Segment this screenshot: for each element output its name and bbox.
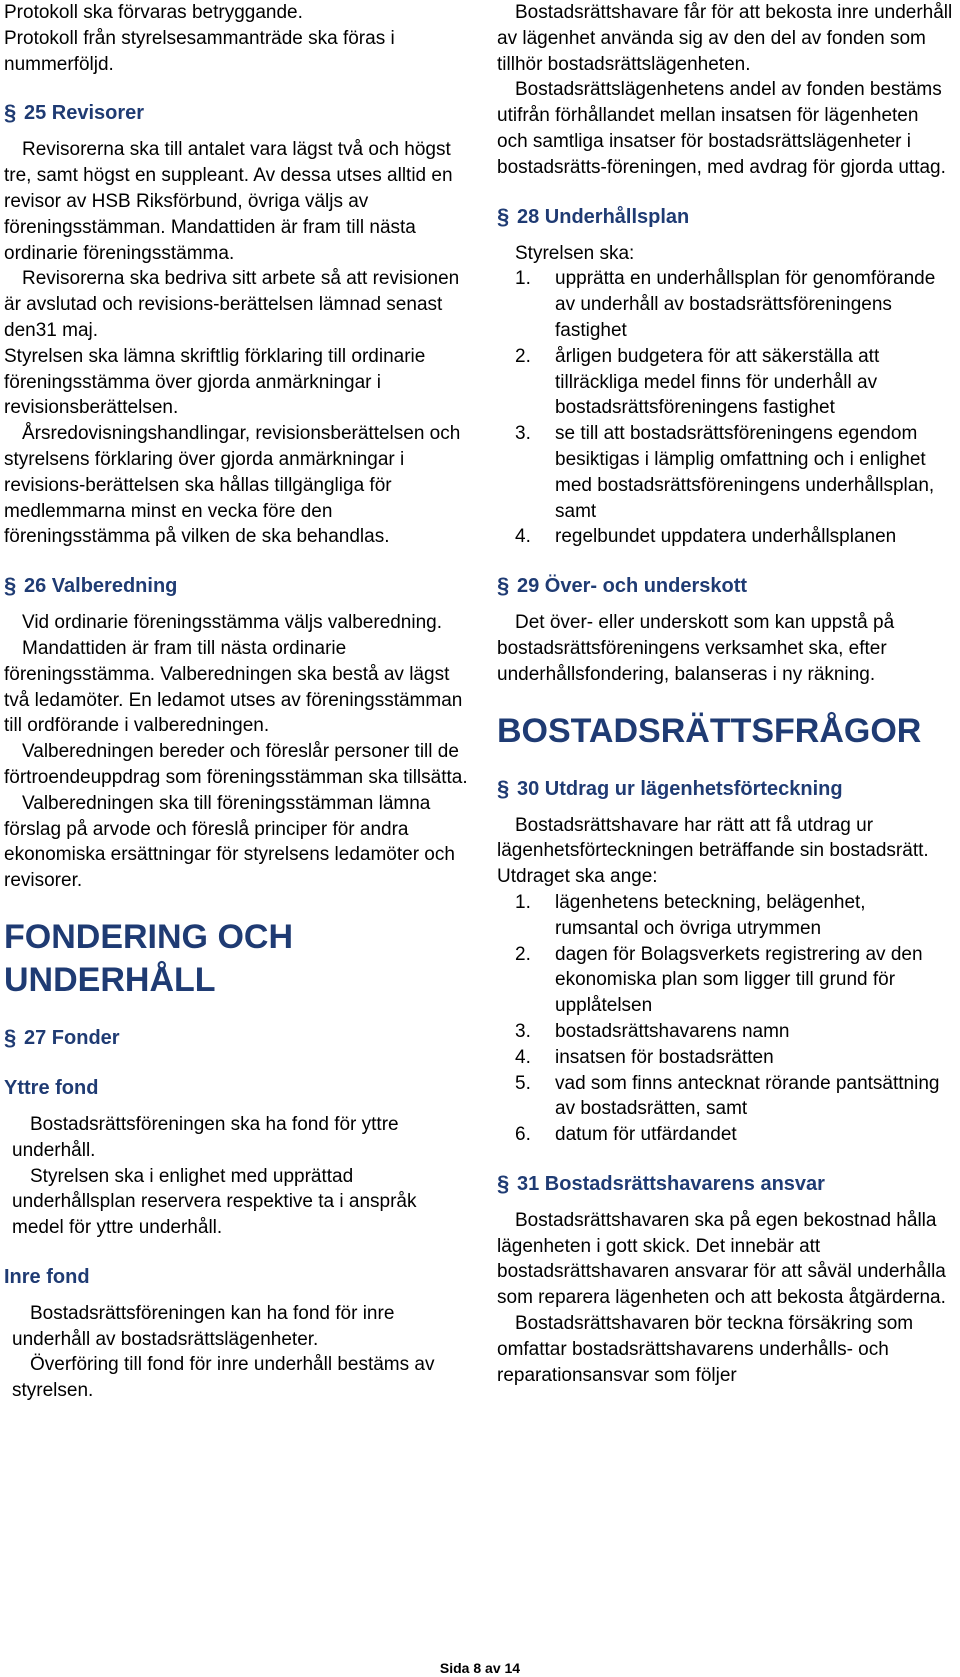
- section-title: 28 Underhållsplan: [517, 205, 690, 228]
- section-mark-icon: §: [497, 1170, 510, 1196]
- chapter-heading: FONDERING OCH UNDERHÅLL: [4, 917, 293, 999]
- paragraph: Protokoll från styrelsesammanträde ska föras i nummerföljd.: [4, 27, 395, 75]
- list-text: vad som finns antecknat rörande pantsättning av bostadsrätten, samt: [555, 1072, 940, 1120]
- list-number: 6.: [515, 1124, 531, 1146]
- paragraph: Bostadsrättshavare får för att bekosta inre underhåll av lägenhet använda sig av den del av fonden som tillhör bostadsrättslägenheten.: [497, 2, 953, 75]
- chapter-heading: BOSTADSRÄTTSFRÅGOR: [497, 711, 922, 750]
- list-number: 2.: [515, 345, 531, 367]
- list-number: 2.: [515, 943, 531, 965]
- right-column: [497, 0, 953, 1388]
- paragraph: Valberedningen ska till föreningsstämman lämna förslag på arvode och föreslå principer för andra ekonomiska ersättningar för styrelsens ledamöter och revisorer.: [4, 792, 455, 892]
- list-item: [497, 1019, 953, 1045]
- paragraph: Protokoll ska förvaras betryggande.: [4, 2, 303, 23]
- list-item: [497, 890, 953, 942]
- list-item: [497, 1071, 953, 1123]
- section-title: 25 Revisorer: [24, 102, 145, 125]
- list-item: [497, 344, 953, 421]
- list-text: se till att bostadsrättsföreningens egendom besiktigas i lämplig omfattning och i enlighet med bostadsrättsföreningens underhållsplan, samt: [555, 423, 935, 522]
- left-column: [4, 0, 472, 1404]
- paragraph: Styrelsen ska:: [515, 242, 635, 264]
- paragraph: Vid ordinarie föreningsstämma väljs valberedning.: [22, 612, 442, 634]
- paragraph: Bostadsrättsföreningen kan ha fond för inre underhåll av bostadsrättslägenheter.: [12, 1302, 395, 1350]
- subheading-inre-fond: Inre fond: [4, 1265, 90, 1288]
- paragraph: Överföring till fond för inre underhåll bestäms av styrelsen.: [12, 1354, 435, 1402]
- list-number: 4.: [515, 526, 531, 548]
- paragraph: Bostadsrättsföreningen ska ha fond för yttre underhåll.: [12, 1113, 399, 1161]
- list-item: [497, 266, 953, 343]
- paragraph: Bostadsrättshavaren ska på egen bekostnad hålla lägenheten i gott skick. Det innebär att bostadsrättshavaren ansvarar för att såväl underhålla som reparera lägenheten och att bekosta åtgärderna.: [497, 1209, 946, 1309]
- list-number: 1.: [515, 891, 531, 913]
- list-number: 1.: [515, 268, 531, 290]
- section-title: 31 Bostadsrättshavarens ansvar: [517, 1172, 825, 1195]
- section-title: 30 Utdrag ur lägenhetsförteckning: [517, 777, 843, 800]
- list-number: 5.: [515, 1072, 531, 1094]
- list-text: dagen för Bolagsverkets registrering av den ekonomiska plan som ligger till grund för upplåtelsen: [555, 943, 923, 1017]
- list-text: regelbundet uppdatera underhållsplanen: [555, 526, 897, 548]
- page-number: Sida 8 av 14: [439, 1660, 521, 1676]
- section-mark-icon: §: [4, 100, 17, 126]
- section-mark-icon: §: [4, 573, 17, 599]
- list-number: 4.: [515, 1046, 531, 1068]
- section-heading-31: [497, 1170, 953, 1198]
- paragraph: Revisorerna ska bedriva sitt arbete så att revisionen är avslutad och revisions-berättelsen lämnad senast den31 maj.: [4, 268, 460, 341]
- paragraph: Årsredovisningshandlingar, revisionsberättelsen och styrelsens förklaring över gjorda anmärkningar i revisions-berättelsen ska hållas tillgängliga för medlemmarna minst en vecka före den föreningsstämma på vilken de ska behandlas.: [4, 423, 461, 548]
- list-number: 3.: [515, 1020, 531, 1042]
- list-text: datum för utfärdandet: [555, 1124, 737, 1146]
- paragraph: Bostadsrättshavare har rätt att få utdrag ur lägenhetsförteckningen beträffande sin bostadsrätt. Utdraget ska ange:: [497, 814, 929, 888]
- list-item: [497, 942, 953, 1019]
- paragraph: Bostadsrättslägenhetens andel av fonden bestäms utifrån förhållandet mellan insatsen för lägenheten och samtliga insatser för bostadsrättslägenheter i bostadsrätts-föreningen, med avdrag för gjorda uttag.: [497, 79, 946, 178]
- subheading-yttre-fond: Yttre fond: [4, 1076, 99, 1099]
- list-text: lägenhetens beteckning, belägenhet, rumsantal och övriga utrymmen: [555, 891, 866, 939]
- list-item: [497, 1045, 953, 1071]
- numbered-list: [497, 890, 953, 1148]
- section-title: 27 Fonder: [24, 1026, 120, 1049]
- section-title: 29 Över- och underskott: [517, 575, 748, 598]
- list-text: insatsen för bostadsrätten: [555, 1046, 774, 1068]
- section-mark-icon: §: [497, 775, 510, 801]
- list-number: 3.: [515, 423, 531, 445]
- section-heading-25: [4, 99, 472, 127]
- list-item: [497, 1122, 953, 1148]
- paragraph: Revisorerna ska till antalet vara lägst två och högst tre, samt högst en suppleant. Av dessa utses alltid en revisor av HSB Riksförbund, övriga väljs av föreningsstämman. Mandattiden är fram till nästa ordinarie föreningsstämma.: [4, 139, 453, 264]
- section-heading-30: [497, 775, 953, 803]
- paragraph: Styrelsen ska i enlighet med upprättad underhållsplan reservera respektive ta i anspråk medel för yttre underhåll.: [12, 1165, 417, 1239]
- numbered-list: [497, 266, 953, 550]
- list-text: årligen budgetera för att säkerställa att tillräckliga medel finns för underhåll av bostadsrättsföreningens fastighet: [555, 345, 880, 419]
- list-item: [497, 421, 953, 524]
- section-mark-icon: §: [497, 203, 510, 229]
- paragraph: Bostadsrättshavaren bör teckna försäkring som omfattar bostadsrättshavarens underhålls- och reparationsansvar som följer: [497, 1313, 914, 1386]
- paragraph: Styrelsen ska lämna skriftlig förklaring till ordinarie föreningsstämma över gjorda anmärkningar i revisionsberättelsen.: [4, 345, 426, 419]
- section-title: 26 Valberedning: [24, 575, 178, 598]
- section-heading-29: [497, 572, 953, 600]
- paragraph: Det över- eller underskott som kan uppstå på bostadsrättsföreningens verksamhet ska, efter underhållsfondering, balanseras i ny räkning.: [497, 612, 895, 685]
- section-heading-27: [4, 1024, 472, 1052]
- list-text: upprätta en underhållsplan för genomförande av underhåll av bostadsrättsföreningens fastighet: [555, 268, 936, 341]
- section-mark-icon: §: [4, 1024, 17, 1050]
- paragraph: Mandattiden är fram till nästa ordinarie föreningsstämma. Valberedningen ska bestå av lägst två ledamöter. En ledamot utses av föreningsstämman till ordförande i valberedningen.: [4, 637, 463, 737]
- section-heading-26: [4, 572, 472, 600]
- list-text: bostadsrättshavarens namn: [555, 1020, 790, 1042]
- paragraph: Valberedningen bereder och föreslår personer till de förtroendeuppdrag som föreningsstämman ska tillsätta.: [4, 741, 468, 788]
- list-item: [497, 524, 953, 550]
- section-heading-28: [497, 203, 953, 231]
- section-mark-icon: §: [497, 573, 510, 599]
